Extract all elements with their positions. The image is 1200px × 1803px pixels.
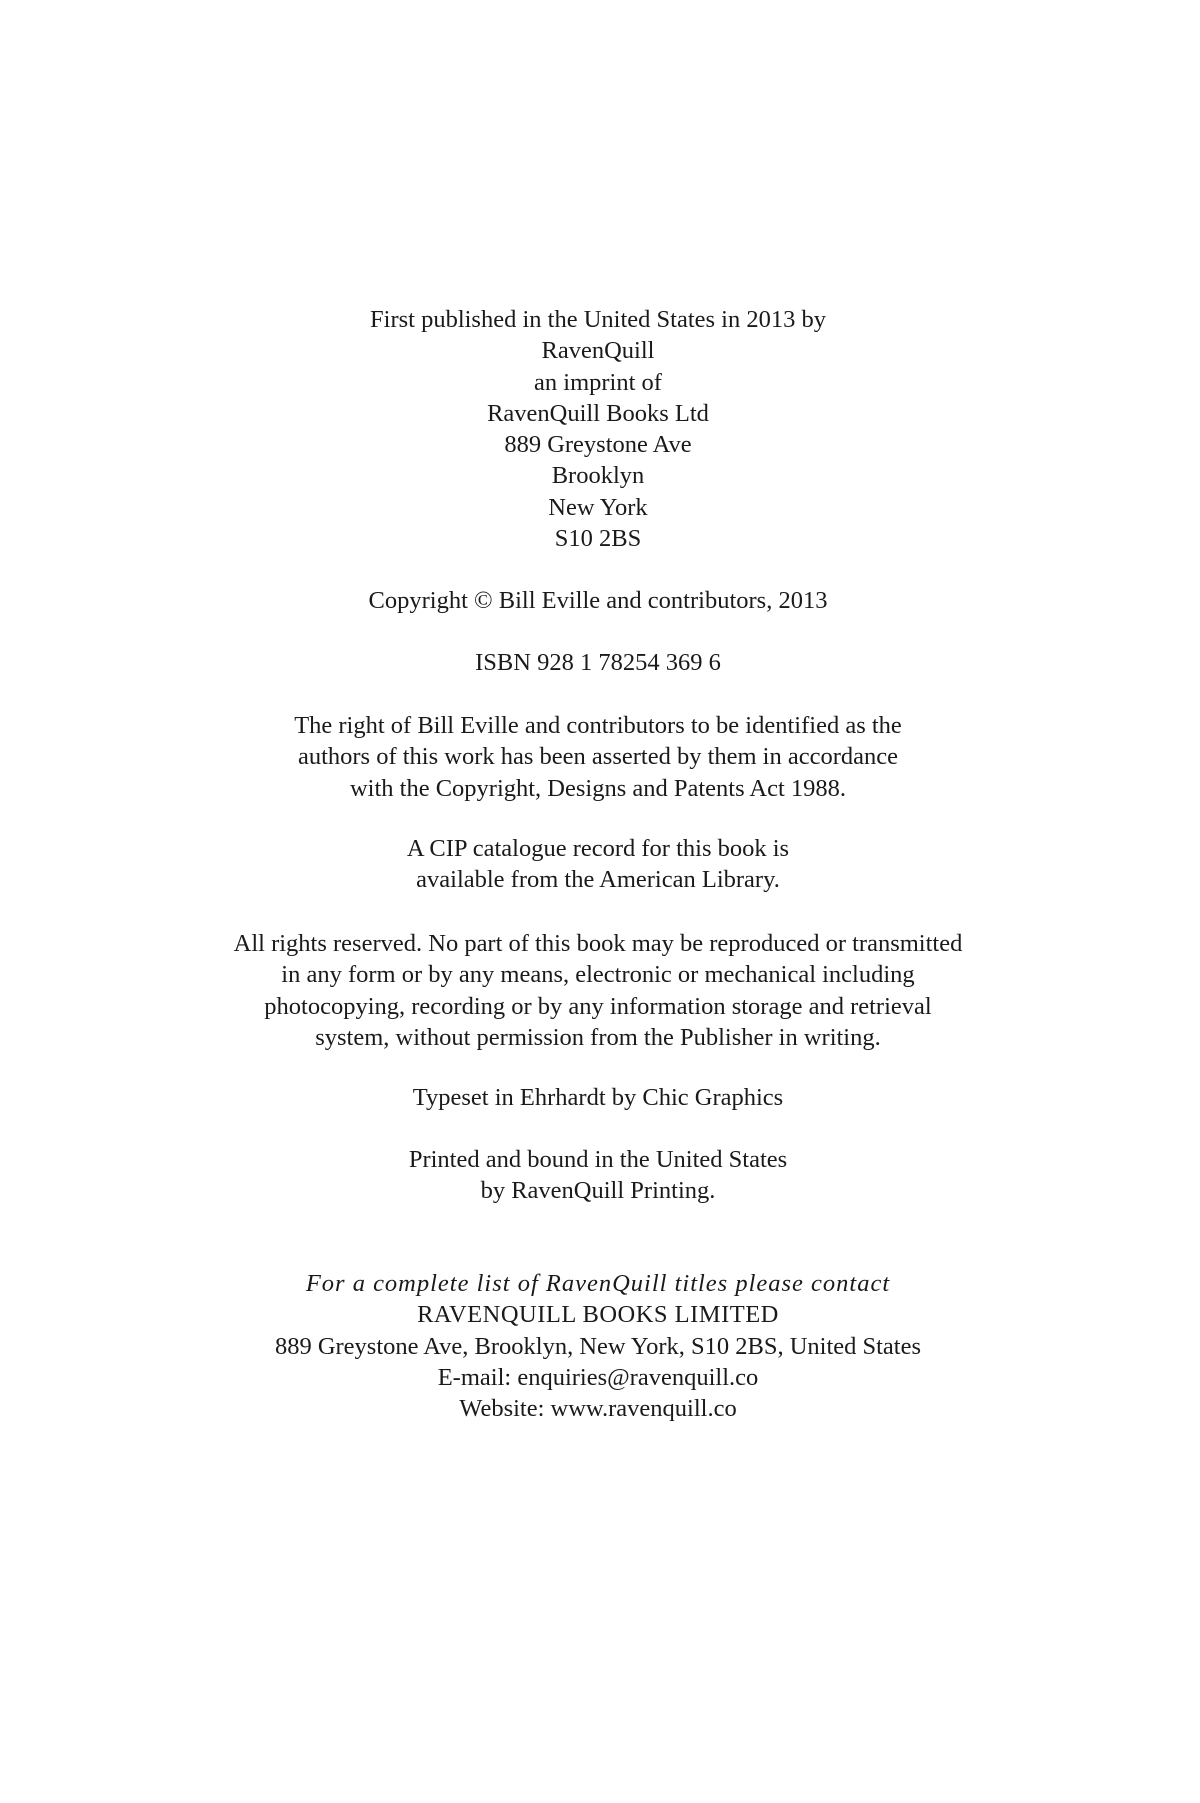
moral-rights-line: The right of Bill Eville and contributors to be identified as the: [294, 712, 902, 739]
moral-rights-line: authors of this work has been asserted by them in accordance: [297, 743, 899, 771]
printed-line: by RavenQuill Printing.: [480, 1177, 716, 1205]
publisher-line: S10 2BS: [554, 525, 642, 553]
contact-intro: For a complete list of RavenQuill titles please contact: [305, 1270, 891, 1297]
cip-line: available from the American Library.: [416, 866, 780, 894]
contact-email: E-mail: enquiries@ravenquill.co: [437, 1363, 759, 1391]
contact-block: [0, 1268, 1196, 1424]
rights-line: All rights reserved. No part of this book may be reproduced or transmitted: [233, 930, 963, 957]
rights-line: in any form or by any means, electronic or mechanical including: [281, 961, 915, 989]
printed-credit: [0, 1144, 1196, 1207]
rights-line: system, without permission from the Publisher in writing.: [315, 1023, 881, 1051]
publisher-line: Brooklyn: [551, 462, 645, 490]
rights-reserved: [0, 928, 1196, 1053]
copyright-line: Copyright © Bill Eville and contributors, 2013: [368, 587, 828, 614]
contact-address: 889 Greystone Ave, Brooklyn, New York, S10 2BS, United States: [274, 1332, 922, 1360]
copyright-notice: [0, 585, 1196, 616]
cip-line: A CIP catalogue record for this book is: [406, 835, 790, 862]
rights-line: photocopying, recording or by any information storage and retrieval: [264, 992, 932, 1020]
printed-line: Printed and bound in the United States: [408, 1146, 788, 1173]
typeset-credit: [0, 1082, 1196, 1113]
publisher-line: an imprint of: [534, 368, 662, 396]
moral-rights-line: with the Copyright, Designs and Patents Act 1988.: [349, 774, 847, 802]
moral-rights: [0, 710, 1196, 804]
publisher-block: [0, 304, 1196, 554]
publisher-line: First published in the United States in 2013 by: [370, 306, 826, 333]
cip-record: [0, 833, 1196, 896]
publisher-line: 889 Greystone Ave: [504, 431, 692, 459]
publisher-line: RavenQuill: [541, 337, 655, 365]
contact-website: Website: www.ravenquill.co: [459, 1395, 737, 1423]
isbn: [0, 647, 1196, 678]
publisher-line: RavenQuill Books Ltd: [487, 399, 709, 427]
isbn-line: ISBN 928 1 78254 369 6: [475, 649, 721, 676]
contact-company: RAVENQUILL BOOKS LIMITED: [417, 1301, 779, 1329]
typeset-line: Typeset in Ehrhardt by Chic Graphics: [412, 1084, 784, 1111]
publisher-line: New York: [548, 493, 648, 521]
